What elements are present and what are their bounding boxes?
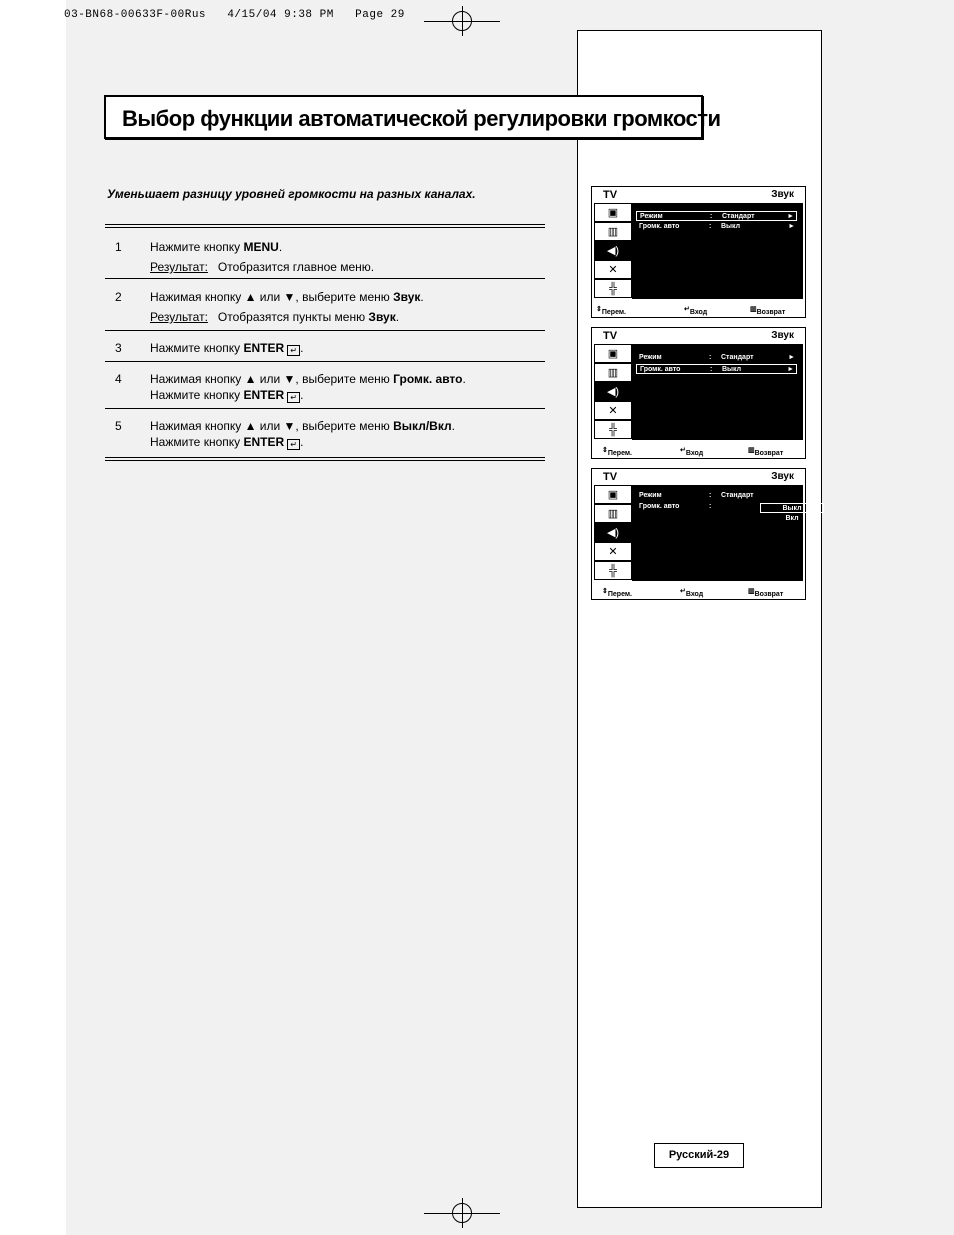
step-5 xyxy=(105,409,545,455)
nav-move: ⇕ Перем. xyxy=(602,588,632,598)
step-4 xyxy=(105,362,545,409)
nav-enter: ↵ Вход xyxy=(680,447,704,457)
title-box xyxy=(104,95,721,139)
step-3 xyxy=(105,331,545,362)
osd-nav-bar xyxy=(592,442,805,458)
nav-move: ⇕ Перем. xyxy=(602,447,632,457)
channel-icon: ▥ xyxy=(594,363,632,382)
nav-enter: ↵ Вход xyxy=(680,588,704,598)
osd-option-on: Вкл xyxy=(785,515,799,522)
osd-icon-bar xyxy=(594,485,632,581)
osd-menu-title: Звук xyxy=(771,471,794,482)
steps-bottom-rule xyxy=(105,457,545,461)
page-title: Выбор функции автоматической регулировки громкости xyxy=(122,106,721,131)
step-number: 2 xyxy=(115,290,122,304)
step-number: 4 xyxy=(115,372,122,386)
step-instruction: Нажимая кнопку ▲ или ▼, выберите меню Выкл/Вкл. xyxy=(150,419,455,433)
result-label: Результат: xyxy=(150,310,208,324)
osd-screen-1 xyxy=(591,186,806,318)
satellite-icon: ✕ xyxy=(594,260,632,279)
osd-menu-title: Звук xyxy=(771,189,794,200)
channel-icon: ▥ xyxy=(594,504,632,523)
registration-mark-top xyxy=(424,6,500,36)
setup-icon: ╬ xyxy=(594,279,632,298)
step-instruction-2: Нажмите кнопку ENTER ↵ . xyxy=(150,435,304,449)
print-header: 03-BN68-00633F-00Rus 4/15/04 9:38 PM Page 29 xyxy=(64,9,405,21)
osd-menu-panel xyxy=(632,344,803,440)
nav-return: ▥ Возврат xyxy=(748,588,784,598)
title-rule xyxy=(104,137,578,138)
subtitle: Уменьшает разницу уровней громкости на разных каналах. xyxy=(107,187,476,201)
osd-menu-title: Звук xyxy=(771,330,794,341)
step-instruction: Нажмите кнопку MENU. xyxy=(150,240,283,254)
step-2 xyxy=(105,279,545,331)
picture-icon: ▣ xyxy=(594,485,632,504)
channel-icon: ▥ xyxy=(594,222,632,241)
osd-row-mode: Режим : Стандарт xyxy=(639,492,754,499)
step-instruction: Нажмите кнопку ENTER ↵ . xyxy=(150,341,304,355)
step-instruction: Нажимая кнопку ▲ или ▼, выберите меню Громк. авто. xyxy=(150,372,466,386)
setup-icon: ╬ xyxy=(594,561,632,580)
osd-icon-bar xyxy=(594,344,632,440)
osd-row-mode: Режим : Стандарт ► xyxy=(639,354,795,361)
osd-tv-label: TV xyxy=(603,189,618,201)
osd-row-auto-volume: Громк. авто : Выкл ► xyxy=(639,223,795,230)
step-number: 1 xyxy=(115,240,122,254)
result-label: Результат: xyxy=(150,260,208,274)
step-instruction-2: Нажмите кнопку ENTER ↵ . xyxy=(150,388,304,402)
speaker-icon: ◀) xyxy=(594,523,632,542)
osd-row-mode: Режим : Стандарт ► xyxy=(636,211,797,221)
nav-return: ▥ Возврат xyxy=(748,447,784,457)
osd-nav-bar xyxy=(592,301,805,317)
osd-nav-bar xyxy=(592,583,805,599)
osd-row-auto-volume: Громк. авто : Выкл ► xyxy=(636,364,797,374)
nav-move: ⇕ Перем. xyxy=(596,306,626,316)
osd-tv-label: TV xyxy=(603,471,618,483)
osd-tv-label: TV xyxy=(603,330,618,342)
steps-table xyxy=(105,224,545,461)
step-number: 3 xyxy=(115,341,122,355)
picture-icon: ▣ xyxy=(594,203,632,222)
speaker-icon: ◀) xyxy=(594,382,632,401)
nav-enter: ↵ Вход xyxy=(684,306,708,316)
nav-return: ▥ Возврат xyxy=(750,306,786,316)
picture-icon: ▣ xyxy=(594,344,632,363)
step-1 xyxy=(105,228,545,279)
step-result: Результат: Отобразится главное меню. xyxy=(150,260,375,274)
step-number: 5 xyxy=(115,419,122,433)
osd-row-auto-volume: Громк. авто : xyxy=(639,503,712,510)
osd-menu-panel xyxy=(632,203,803,299)
setup-icon: ╬ xyxy=(594,420,632,439)
osd-screen-3 xyxy=(591,468,806,600)
osd-option-off: Выкл xyxy=(760,503,824,513)
osd-screen-2 xyxy=(591,327,806,459)
registration-mark-bottom xyxy=(424,1198,500,1228)
step-result: Результат: Отобразятся пункты меню Звук. xyxy=(150,310,400,324)
osd-menu-panel xyxy=(632,485,803,581)
step-instruction: Нажимая кнопку ▲ или ▼, выберите меню Звук. xyxy=(150,290,424,304)
enter-icon: ↵ xyxy=(287,439,300,450)
enter-icon: ↵ xyxy=(287,392,300,403)
page-number: Русский-29 xyxy=(654,1143,744,1168)
satellite-icon: ✕ xyxy=(594,401,632,420)
osd-icon-bar xyxy=(594,203,632,299)
enter-icon: ↵ xyxy=(287,345,300,356)
satellite-icon: ✕ xyxy=(594,542,632,561)
speaker-icon: ◀) xyxy=(594,241,632,260)
